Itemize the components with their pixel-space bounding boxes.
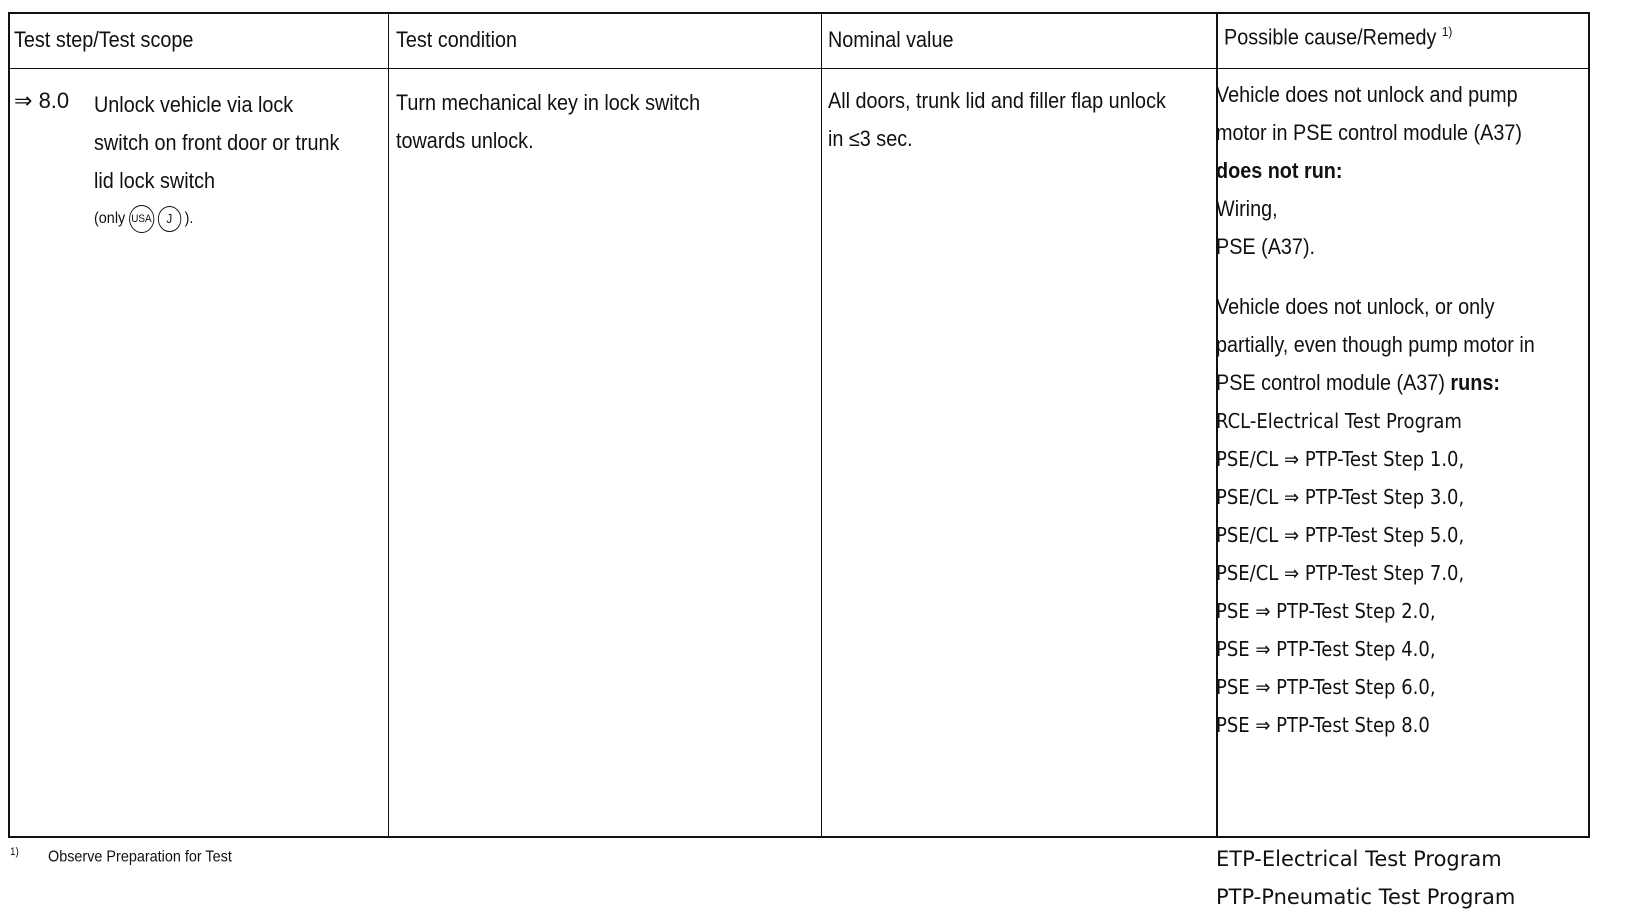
legend-line: ETP-Electrical Test Program [1216, 847, 1502, 871]
program-line: RCL-Electrical Test Program [1216, 409, 1462, 433]
footnote-marker: 1) [1441, 24, 1453, 39]
scope-line: lid lock switch [94, 168, 216, 193]
japan-badge-icon: J [158, 206, 181, 232]
remedy-line [1216, 364, 1535, 402]
step-arrow-icon: ⇒ [14, 88, 33, 113]
program-line: PSE ⇒ PTP-Test Step 8.0 [1216, 713, 1430, 737]
only-prefix: (only [94, 210, 126, 227]
remedy-line-prefix: PSE control module (A37) [1216, 370, 1445, 395]
step-number: 8.0 [38, 88, 70, 113]
remedy-bold-line: does not run: [1216, 158, 1343, 183]
column-divider [821, 14, 822, 836]
footnote-mark: 1) [10, 846, 19, 858]
header-divider [10, 68, 1588, 69]
program-line: PSE ⇒ PTP-Test Step 2.0, [1216, 599, 1436, 623]
market-restriction [94, 200, 339, 238]
legend-line: PTP-Pneumatic Test Program [1216, 885, 1516, 909]
program-line: PSE/CL ⇒ PTP-Test Step 3.0, [1216, 485, 1465, 509]
nominal-line: in ≤3 sec. [828, 126, 913, 151]
test-scope [94, 86, 339, 238]
column-divider [388, 14, 389, 836]
remedy-line: partially, even though pump motor in [1216, 332, 1535, 357]
condition-line: Turn mechanical key in lock switch [396, 90, 701, 115]
header-nominal-value: Nominal value [828, 27, 954, 52]
remedy-line: motor in PSE control module (A37) [1216, 120, 1522, 145]
remedy-line: Vehicle does not unlock and pump [1216, 82, 1518, 107]
header-possible-cause [1224, 24, 1452, 50]
header-possible-cause-label: Possible cause/Remedy [1224, 24, 1437, 50]
program-line: PSE/CL ⇒ PTP-Test Step 5.0, [1216, 523, 1465, 547]
remedy-line: PSE (A37). [1216, 234, 1316, 259]
program-line: PSE ⇒ PTP-Test Step 6.0, [1216, 675, 1436, 699]
step-id [14, 88, 69, 114]
nominal-line: All doors, trunk lid and filler flap unlock [828, 88, 1166, 113]
possible-cause-remedy [1216, 76, 1535, 744]
header-test-step: Test step/Test scope [14, 27, 194, 52]
remedy-line: Wiring, [1216, 196, 1278, 221]
condition-line: towards unlock. [396, 128, 534, 153]
footnote [10, 846, 232, 866]
test-condition [396, 84, 700, 160]
usa-badge-icon: USA [129, 205, 154, 233]
scope-line: Unlock vehicle via lock [94, 92, 294, 117]
nominal-value [828, 82, 1166, 158]
remedy-line: Vehicle does not unlock, or only [1216, 294, 1495, 319]
only-suffix: ). [184, 210, 194, 227]
program-line: PSE/CL ⇒ PTP-Test Step 7.0, [1216, 561, 1465, 585]
legend [1216, 840, 1515, 916]
program-line: PSE ⇒ PTP-Test Step 4.0, [1216, 637, 1436, 661]
program-line: PSE/CL ⇒ PTP-Test Step 1.0, [1216, 447, 1465, 471]
header-test-condition: Test condition [396, 27, 518, 52]
footnote-text: Observe Preparation for Test [48, 848, 232, 866]
scope-line: switch on front door or trunk [94, 130, 340, 155]
remedy-bold-word: runs: [1450, 370, 1500, 395]
